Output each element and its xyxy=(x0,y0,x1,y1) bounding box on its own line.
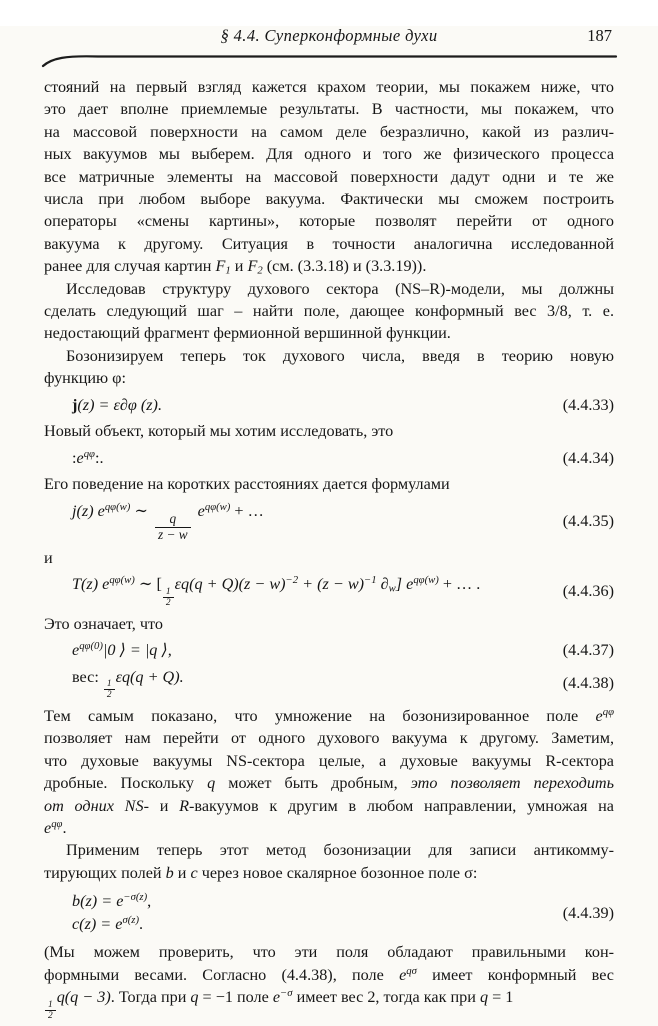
text-run: qφ(w) xyxy=(204,500,231,513)
text-run: −σ(z) xyxy=(123,891,148,904)
fraction-denominator: z − w xyxy=(155,527,191,543)
text-run: q xyxy=(479,988,489,1007)
text-line: недостающий фрагмент фермионной вершинной функции. xyxy=(44,324,451,343)
fraction-numerator: 1 xyxy=(165,586,171,597)
text-run: |0 ⟩ = |q ⟩, xyxy=(102,640,172,659)
text-line: позволяет нам перейти от одного духового вакуума к другому. Заметим, xyxy=(44,729,614,748)
fraction-denominator: 2 xyxy=(163,597,174,609)
text-run: εq(q + Q). xyxy=(115,667,184,686)
text-line xyxy=(72,666,184,701)
text-line: и xyxy=(44,548,53,567)
text-run: q xyxy=(190,988,199,1007)
text-run: = −1 поле xyxy=(198,988,273,1007)
equation-content xyxy=(72,639,172,662)
text-run: вес: xyxy=(72,667,103,686)
equation-number: (4.4.35) xyxy=(562,512,614,531)
text-run: Тем самым показано, что умножение на бозонизированное поле xyxy=(44,706,596,725)
fraction-denominator: 2 xyxy=(104,689,115,701)
text-line: операторы «смены картины», которые позволят перейти от одного xyxy=(44,212,614,231)
text-line xyxy=(44,772,614,794)
text-line: стояний на первый взгляд кажется крахом теории, мы покажем ниже, что xyxy=(44,78,614,96)
paragraph xyxy=(44,76,614,278)
text-run: -вакуумов к другим в любом направлении, умножая на xyxy=(189,796,614,815)
text-run: F xyxy=(215,257,226,276)
text-run: e xyxy=(76,448,84,467)
text-run: + (z − w) xyxy=(298,575,365,594)
text-line: Применим теперь этот метод бозонизации для записи антикомму- xyxy=(66,841,614,860)
page-number: 187 xyxy=(587,26,612,45)
text-line xyxy=(44,255,614,277)
text-run: . xyxy=(62,818,67,837)
text-run: e xyxy=(272,988,281,1007)
text-run: qφ(w) xyxy=(104,500,131,513)
text-run: (см. (3.3.18) и (3.3.19)). xyxy=(262,257,427,276)
text-line: числа при любом выборе вакуума. Фактически мы сможем построить xyxy=(44,190,614,209)
text-line: (Мы можем проверить, что эти поля обладают правильными кон- xyxy=(44,943,614,962)
text-line xyxy=(44,964,614,986)
equation-number: (4.4.37) xyxy=(562,641,614,660)
text-line: вакуума к другому. Ситуация в точности аналогична исследованной xyxy=(44,234,614,253)
text-line xyxy=(72,890,151,913)
text-run: (z) = ε∂φ (z). xyxy=(77,395,162,414)
equation-number: (4.4.34) xyxy=(562,448,614,467)
text-run: εq(q + Q)(z − w) xyxy=(174,575,286,594)
text-run: = 1 xyxy=(488,988,514,1007)
text-run: e xyxy=(44,818,52,837)
equation xyxy=(44,447,614,470)
paragraph xyxy=(44,941,614,1021)
text-run: q(q − 3) xyxy=(56,988,111,1007)
text-run: σ(z) xyxy=(122,913,140,926)
text-run: тирующих полей xyxy=(44,863,166,882)
equation-number: (4.4.36) xyxy=(562,581,614,600)
text-line: Это означает, что xyxy=(44,614,163,633)
text-line: сделать следующий шаг – найти поле, дающее конформный вес 3/8, т. е. xyxy=(44,302,614,321)
text-run: ∼ [ xyxy=(134,575,162,594)
text-run: e xyxy=(399,965,407,984)
text-line: на массовой поверхности на самом деле безразлично, какой из различ- xyxy=(44,122,614,141)
text-run: NS xyxy=(124,796,144,815)
text-run: qφ(w) xyxy=(413,574,439,587)
text-run: c xyxy=(190,863,198,882)
text-line xyxy=(72,447,104,470)
text-run: R xyxy=(179,796,190,815)
text-run: это позволяет переходить xyxy=(410,774,614,793)
text-line xyxy=(72,913,151,936)
fraction xyxy=(104,679,115,701)
text-run: ] e xyxy=(395,575,414,594)
text-run: 1 xyxy=(225,264,231,277)
paragraph xyxy=(44,345,614,390)
text-run: e xyxy=(595,706,603,725)
text-run: дробные. Поскольку xyxy=(44,774,208,793)
text-line xyxy=(72,394,162,417)
paragraph xyxy=(44,839,614,884)
text-line xyxy=(44,705,614,727)
fraction-numerator: q xyxy=(169,511,177,527)
text-run: qφ xyxy=(83,447,95,460)
text-run: b(z) = e xyxy=(72,892,124,911)
text-run: −2 xyxy=(285,574,299,587)
text-run: :. xyxy=(94,448,104,467)
text-run: ∼ xyxy=(130,501,152,520)
text-run: qφ(w) xyxy=(109,574,135,587)
equation-number: (4.4.33) xyxy=(562,395,614,414)
equation xyxy=(44,394,614,417)
equation xyxy=(44,500,614,543)
text-run: F xyxy=(247,257,258,276)
text-run: формными весами. Согласно (4.4.38), поле xyxy=(44,965,400,984)
equation-number: (4.4.39) xyxy=(562,903,614,922)
text-run: e xyxy=(72,640,80,659)
text-run: T(z) e xyxy=(72,575,110,594)
header-rule xyxy=(40,52,618,68)
fraction-denominator: 2 xyxy=(45,1010,56,1022)
text-run: , xyxy=(147,892,152,911)
text-run: - и xyxy=(143,796,180,815)
equation-content xyxy=(72,447,104,470)
text-line xyxy=(44,986,614,1021)
text-run: 2 xyxy=(257,264,263,277)
page-body xyxy=(0,68,658,1022)
text-line xyxy=(44,862,614,884)
text-run: через новое скалярное бозонное поле σ: xyxy=(197,863,478,882)
text-line: Исследовав структуру духового сектора (NS–R)-модели, мы должны xyxy=(66,279,614,298)
text-line xyxy=(44,817,614,839)
text-line: что духовые вакуумы NS-сектора целые, а духовые вакуумы R-сектора xyxy=(44,751,614,770)
text-run: имеет вес 2, тогда как при xyxy=(292,988,480,1007)
text-run: + … . xyxy=(438,575,481,594)
equation xyxy=(44,890,614,935)
text-line: все матричные элементы на массовой поверхности дадут одни и те же xyxy=(44,167,614,186)
text-run: + … xyxy=(230,501,264,520)
text-run: : xyxy=(72,448,77,467)
text-run: −σ xyxy=(280,987,293,1000)
text-line: это дает вполне приемлемые результаты. В частности, мы покажем, что xyxy=(44,100,614,119)
text-run: от одних xyxy=(44,796,125,815)
fraction-numerator: 1 xyxy=(106,678,112,689)
text-run: ранее для случая картин xyxy=(44,257,216,276)
text-line: Его поведение на коротких расстояниях дается формулами xyxy=(44,475,450,494)
text-run: qφ(0) xyxy=(79,640,103,653)
text-run: и xyxy=(230,257,248,276)
equation-content xyxy=(72,890,151,935)
equation-content xyxy=(72,573,480,608)
page-header xyxy=(0,26,658,50)
equation xyxy=(44,639,614,662)
text-run: j(z) e xyxy=(72,501,105,520)
text-line: Бозонизируем теперь ток духового числа, введя в теорию новую xyxy=(66,346,614,365)
text-run: ∂ xyxy=(376,575,389,594)
fraction-numerator: 1 xyxy=(48,999,53,1010)
text-line xyxy=(72,639,172,662)
fraction xyxy=(163,587,174,609)
paragraph xyxy=(44,278,614,345)
text-run: b xyxy=(165,863,174,882)
text-line xyxy=(44,795,614,817)
text-run: имеет конформный вес xyxy=(416,965,614,984)
text-run: −1 xyxy=(364,574,377,587)
text-run: w xyxy=(388,582,396,595)
text-run: . Тогда при xyxy=(110,988,191,1007)
fraction xyxy=(45,1000,56,1022)
text-run: . xyxy=(139,914,144,933)
text-run: e xyxy=(193,501,205,520)
text-run: j xyxy=(72,395,78,414)
text-run: qφ xyxy=(51,818,63,831)
text-line xyxy=(72,573,480,608)
text-line: функцию φ: xyxy=(44,369,127,388)
equation-number: (4.4.38) xyxy=(562,674,614,693)
text-run: и xyxy=(173,863,191,882)
text-line: Новый объект, который мы хотим исследовать, это xyxy=(44,422,394,441)
equation-content xyxy=(72,666,184,701)
text-run: может быть дробным, xyxy=(215,774,411,793)
text-line xyxy=(72,500,264,543)
book-page xyxy=(0,26,658,1026)
equation xyxy=(44,573,614,608)
equation-content xyxy=(72,500,264,543)
text-line: ных вакуумов мы выберем. Для одного и того же физического процесса xyxy=(44,145,614,164)
paragraph xyxy=(44,705,614,839)
equation xyxy=(44,666,614,701)
section-title: § 4.4. Суперконформные духи xyxy=(220,26,438,45)
fraction xyxy=(155,512,191,543)
equation-content xyxy=(72,394,162,417)
text-run: q xyxy=(207,774,216,793)
text-run: qφ xyxy=(602,706,614,718)
text-run: qσ xyxy=(406,965,417,977)
text-run: c(z) = e xyxy=(72,914,123,933)
